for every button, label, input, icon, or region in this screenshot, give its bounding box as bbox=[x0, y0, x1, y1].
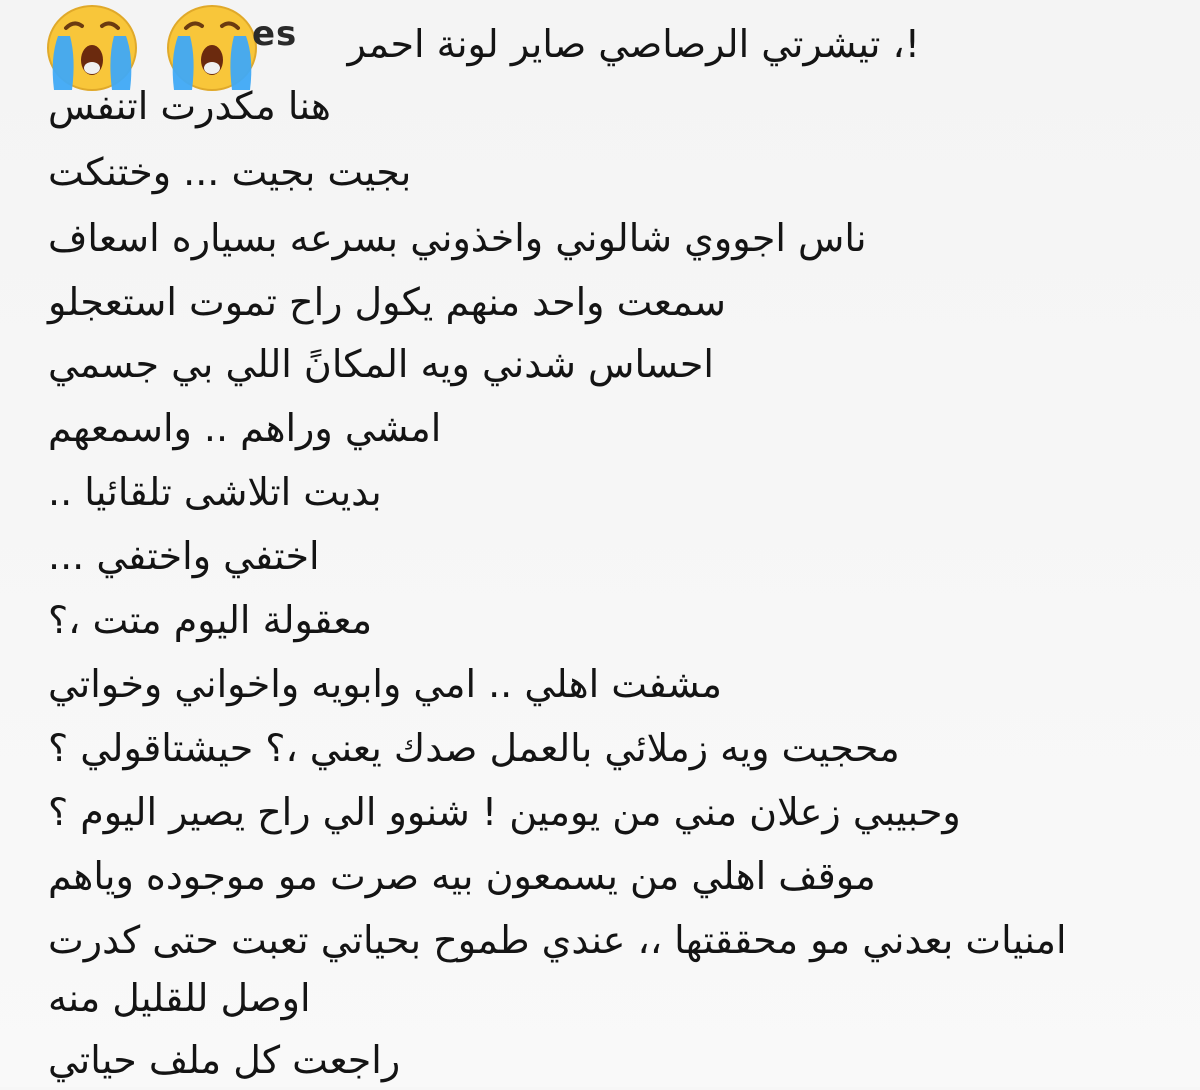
text-line: وحبيبي زعلان مني من يومين ! شنوو الي راح يصير اليوم ؟ bbox=[48, 790, 961, 834]
username-fragment: es bbox=[252, 14, 298, 54]
text-line: معقولة اليوم متت ،؟ bbox=[48, 598, 373, 642]
text-line: امنيات بعدني مو محققتها ،، عندي طموح بحياتي تعبت حتى كدرت bbox=[48, 918, 1067, 962]
text-line: موقف اهلي من يسمعون بيه صرت مو موجوده وياهم bbox=[48, 854, 876, 898]
text-line: امشي وراهم .. واسمعهم bbox=[48, 406, 442, 450]
text-line: اوصل للقليل منه bbox=[48, 976, 311, 1020]
text-line: ناس اجووي شالوني واخذوني بسرعه بسياره اسعاف bbox=[48, 216, 867, 260]
text-line: احساس شدني ويه المكانً اللي بي جسمي bbox=[48, 342, 714, 386]
text-line: بجيت بجيت ... وختنكت bbox=[48, 150, 412, 194]
text-line: مشفت اهلي .. امي وابويه واخواني وخواتي bbox=[48, 662, 723, 706]
text-line: !، تيشرتي الرصاصي صاير لونة احمر bbox=[347, 22, 920, 66]
text-line: اختفي واختفي ... bbox=[48, 534, 320, 578]
text-line: محجيت ويه زملائي بالعمل صدك يعني ،؟ حيشتاقولي ؟ bbox=[48, 726, 900, 770]
text-line: بديت اتلاشى تلقائيا .. bbox=[48, 470, 382, 514]
text-line: سمعت واحد منهم يكول راح تموت استعجلو bbox=[48, 280, 727, 324]
text-line: راجعت كل ملف حياتي bbox=[48, 1038, 401, 1082]
text-line: هنا مكدرت اتنفس bbox=[48, 84, 331, 128]
